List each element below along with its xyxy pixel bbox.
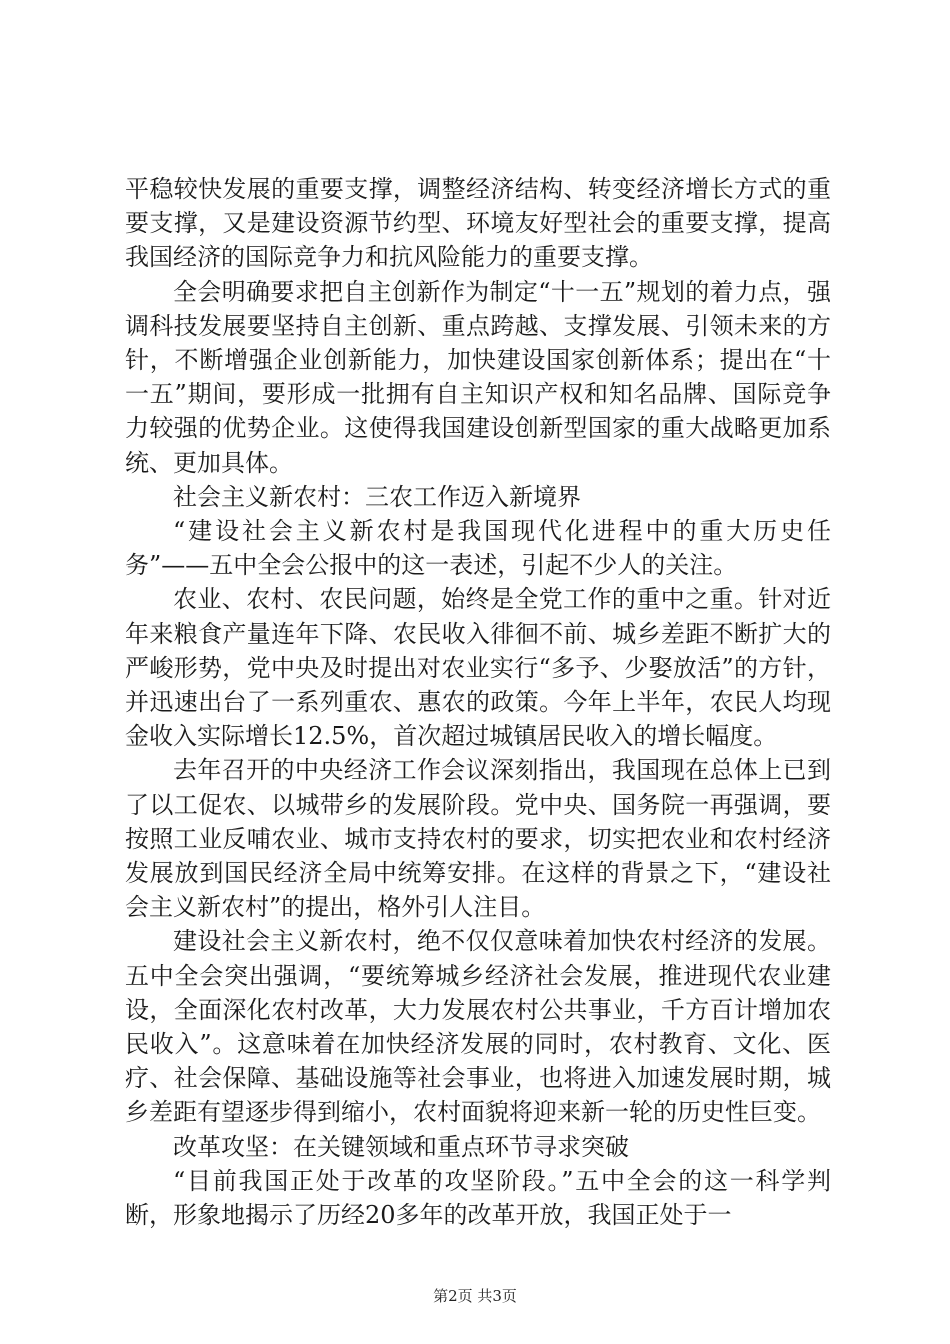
section-heading-new-countryside: 社会主义新农村：三农工作迈入新境界 — [173, 482, 581, 511]
page-number: 第2页 共3页 — [433, 1287, 517, 1305]
paragraph-agriculture-issues: 农业、农村、农民问题，始终是全党工作的重中之重。针对近年来粮食产量连年下降、农民收入徘徊不前、城乡差距不断扩大的严峻形势，党中央及时提出对农业实行“多予、少娶放活”的方针，并迅速出台了一系列重农、惠农的政策。今年上半年，农民人均现金收入实际增长12.5%，首次超过城镇居民收入的增长幅度。 — [125, 585, 831, 751]
paragraph-reform-stage: “目前我国正处于改革的攻坚阶段。”五中全会的这一科学判断，形象地揭示了历经20多年的改革开放，我国正处于一 — [125, 1166, 831, 1230]
page-footer — [0, 1285, 950, 1306]
paragraph-innovation: 全会明确要求把自主创新作为制定“十一五”规划的着力点，强调科技发展要坚持自主创新、重点跨越、支撑发展、引领未来的方针，不断增强企业创新能力，加快建设国家创新体系；提出在“十一五”期间，要形成一批拥有自主知识产权和知名品牌、国际竞争力较强的优势企业。这使得我国建设创新型国家的重大战略更加系统、更加具体。 — [125, 277, 831, 477]
paragraph-economic-conference: 去年召开的中央经济工作会议深刻指出，我国现在总体上已到了以工促农、以城带乡的发展阶段。党中央、国务院一再强调，要按照工业反哺农业、城市支持农村的要求，切实把农业和农村经济发展放到国民经济全局中统筹安排。在这样的背景之下，“建设社会主义新农村”的提出，格外引人注目。 — [125, 756, 831, 922]
paragraph-new-countryside-quote: “建设社会主义新农村是我国现代化进程中的重大历史任务”——五中全会公报中的这一表述，引起不少人的关注。 — [125, 517, 831, 580]
document-body — [125, 172, 831, 1232]
section-heading-reform: 改革攻坚：在关键领域和重点环节寻求突破 — [173, 1132, 629, 1161]
paragraph-build-new-countryside: 建设社会主义新农村，绝不仅仅意味着加快农村经济的发展。五中全会突出强调，“要统筹城乡经济社会发展，推进现代农业建设，全面深化农村改革，大力发展农村公共事业，千方百计增加农民收入”。这意味着在加快经济发展的同时，农村教育、文化、医疗、社会保障、基础设施等社会事业，也将进入加速发展时期，城乡差距有望逐步得到缩小，农村面貌将迎来新一轮的历史性巨变。 — [125, 927, 831, 1127]
paragraph-continuation: 平稳较快发展的重要支撑，调整经济结构、转变经济增长方式的重要支撑，又是建设资源节约型、环境友好型社会的重要支撑，提高我国经济的国际竞争力和抗风险能力的重要支撑。 — [125, 175, 831, 272]
